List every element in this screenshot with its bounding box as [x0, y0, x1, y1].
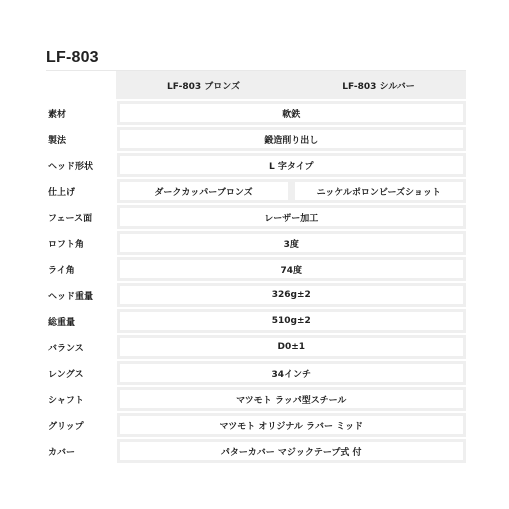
column-header-bronze: LF-803 ブロンズ [116, 71, 291, 100]
spec-row-balance [46, 334, 466, 360]
spec-value: 鍛造削り出し [116, 126, 466, 152]
spec-value-silver: ニッケルポロンビーズショット [291, 178, 466, 204]
spec-value-bronze: ダークカッパーブロンズ [116, 178, 291, 204]
spec-header-row [46, 71, 466, 100]
spec-value: マツモト ラッパ型スチール [116, 386, 466, 412]
spec-row-lie [46, 256, 466, 282]
spec-header-blank [46, 71, 116, 100]
spec-row-cover [46, 438, 466, 464]
spec-label: ライ角 [46, 256, 116, 282]
spec-label: 製法 [46, 126, 116, 152]
spec-row-face [46, 204, 466, 230]
spec-label: カバー [46, 438, 116, 464]
spec-label: バランス [46, 334, 116, 360]
spec-label: 素材 [46, 100, 116, 126]
spec-value: 軟鉄 [116, 100, 466, 126]
spec-value: マツモト オリジナル ラバー ミッド [116, 412, 466, 438]
spec-row-method [46, 126, 466, 152]
column-header-silver: LF-803 シルバー [291, 71, 466, 100]
spec-row-grip [46, 412, 466, 438]
spec-row-length [46, 360, 466, 386]
spec-label: フェース面 [46, 204, 116, 230]
spec-table [46, 71, 466, 465]
spec-value: 34インチ [116, 360, 466, 386]
spec-row-total-weight [46, 308, 466, 334]
spec-row-head-shape [46, 152, 466, 178]
spec-value: レーザー加工 [116, 204, 466, 230]
spec-row-finish [46, 178, 466, 204]
spec-value: 74度 [116, 256, 466, 282]
spec-label: ヘッド重量 [46, 282, 116, 308]
spec-row-loft [46, 230, 466, 256]
spec-label: 仕上げ [46, 178, 116, 204]
page-title: LF-803 [46, 49, 99, 66]
spec-value: 3度 [116, 230, 466, 256]
spec-label: ヘッド形状 [46, 152, 116, 178]
spec-value: D0±1 [116, 334, 466, 360]
spec-value: L 字タイプ [116, 152, 466, 178]
spec-label: ロフト角 [46, 230, 116, 256]
spec-row-material [46, 100, 466, 126]
spec-row-shaft [46, 386, 466, 412]
spec-value: 510g±2 [116, 308, 466, 334]
spec-value: 326g±2 [116, 282, 466, 308]
spec-label: レングス [46, 360, 116, 386]
spec-label: 総重量 [46, 308, 116, 334]
spec-label: シャフト [46, 386, 116, 412]
spec-row-head-weight [46, 282, 466, 308]
spec-label: グリップ [46, 412, 116, 438]
spec-value: パターカバー マジックテープ式 付 [116, 438, 466, 464]
